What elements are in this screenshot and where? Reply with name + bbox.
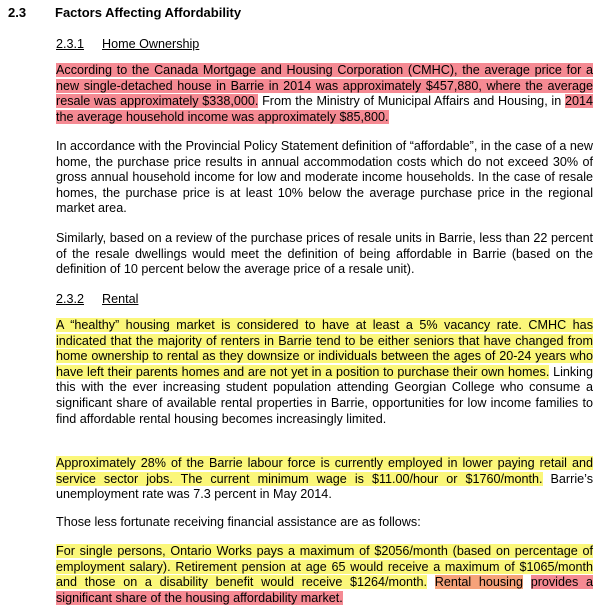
- highlighted-text: 2014 the average household income was approximately $85,800.: [56, 94, 593, 124]
- home-ownership-paragraph-3: Similarly, based on a review of the purchase prices of resale units in Barrie, less than 22 percent of the resale dwellings would meet the definition of being affordable in Barrie (based on the definition of 10 percent below the average price of a resale unit).: [56, 231, 593, 277]
- rental-paragraph-2: [56, 456, 593, 503]
- subsection-title: Rental: [102, 292, 139, 306]
- rental-paragraph-1: [56, 318, 593, 427]
- home-ownership-paragraph-2: In accordance with the Provincial Policy Statement definition of “affordable”, in the case of a new home, the purchase price results in annual accommodation costs which do not exceed 30% of gross annual household income for low and moderate income households. In the case of resale homes, the purchase price is at least 10% below the average purchase price in the regional market area.: [56, 139, 593, 216]
- highlighted-text: A “healthy” housing market is considered to have at least a 5% vacancy rate. CMHC has indicated that the majority of renters in Barrie tend to be either seniors that have changed from home ownership to rental as they downsize or individuals between the ages of 20-24 years who have left their parents homes and are not yet in a position to purchase their own homes.: [56, 318, 593, 379]
- subsection-heading-home-ownership: [56, 36, 199, 52]
- home-ownership-paragraph-1: [56, 63, 593, 125]
- body-text: [523, 575, 531, 589]
- subsection-heading-rental: [56, 291, 138, 307]
- highlighted-text: For single persons, Ontario Works pays a maximum of $2056/month (based on percentage of employment salary). Retirement pension at age 65 would receive a maximum of $1065/month and those on a disability benefit would receive $1264/month.: [56, 544, 593, 590]
- body-text: Barrie’s unemployment rate was 7.3 percent in May 2014.: [56, 471, 593, 502]
- subsection-title: Home Ownership: [102, 37, 200, 51]
- subsection-number: 2.3.2: [56, 292, 85, 306]
- body-text: From the Ministry of Municipal Affairs and Housing, in: [258, 94, 565, 109]
- highlighted-text: Approximately 28% of the Barrie labour force is currently employed in lower paying retail and service sector jobs. The current minimum wage is $11.00/hour or $1760/month.: [56, 456, 593, 486]
- highlighted-text: According to the Canada Mortgage and Housing Corporation (CMHC), the average price for a new single-detached house in Barrie in 2014 was approximately $457,880, where the average resale was approximately $338,000.: [56, 63, 593, 109]
- body-text: [427, 575, 435, 589]
- highlighted-text: Rental housing: [434, 575, 523, 590]
- rental-paragraph-3: Those less fortunate receiving financial assistance are as follows:: [56, 515, 421, 529]
- highlighted-text: provides a significant share of the housing affordability market.: [56, 575, 593, 605]
- body-text: Linking this with the ever increasing student population attending Georgian College who consume a significant share of available rental properties in Barrie, opportunities for low income families to find affordable rental housing becomes increasingly limited.: [56, 364, 593, 426]
- section-title: Factors Affecting Affordability: [55, 5, 242, 20]
- subsection-number: 2.3.1: [56, 37, 85, 51]
- section-number: 2.3: [8, 5, 27, 20]
- rental-paragraph-4: [56, 544, 593, 606]
